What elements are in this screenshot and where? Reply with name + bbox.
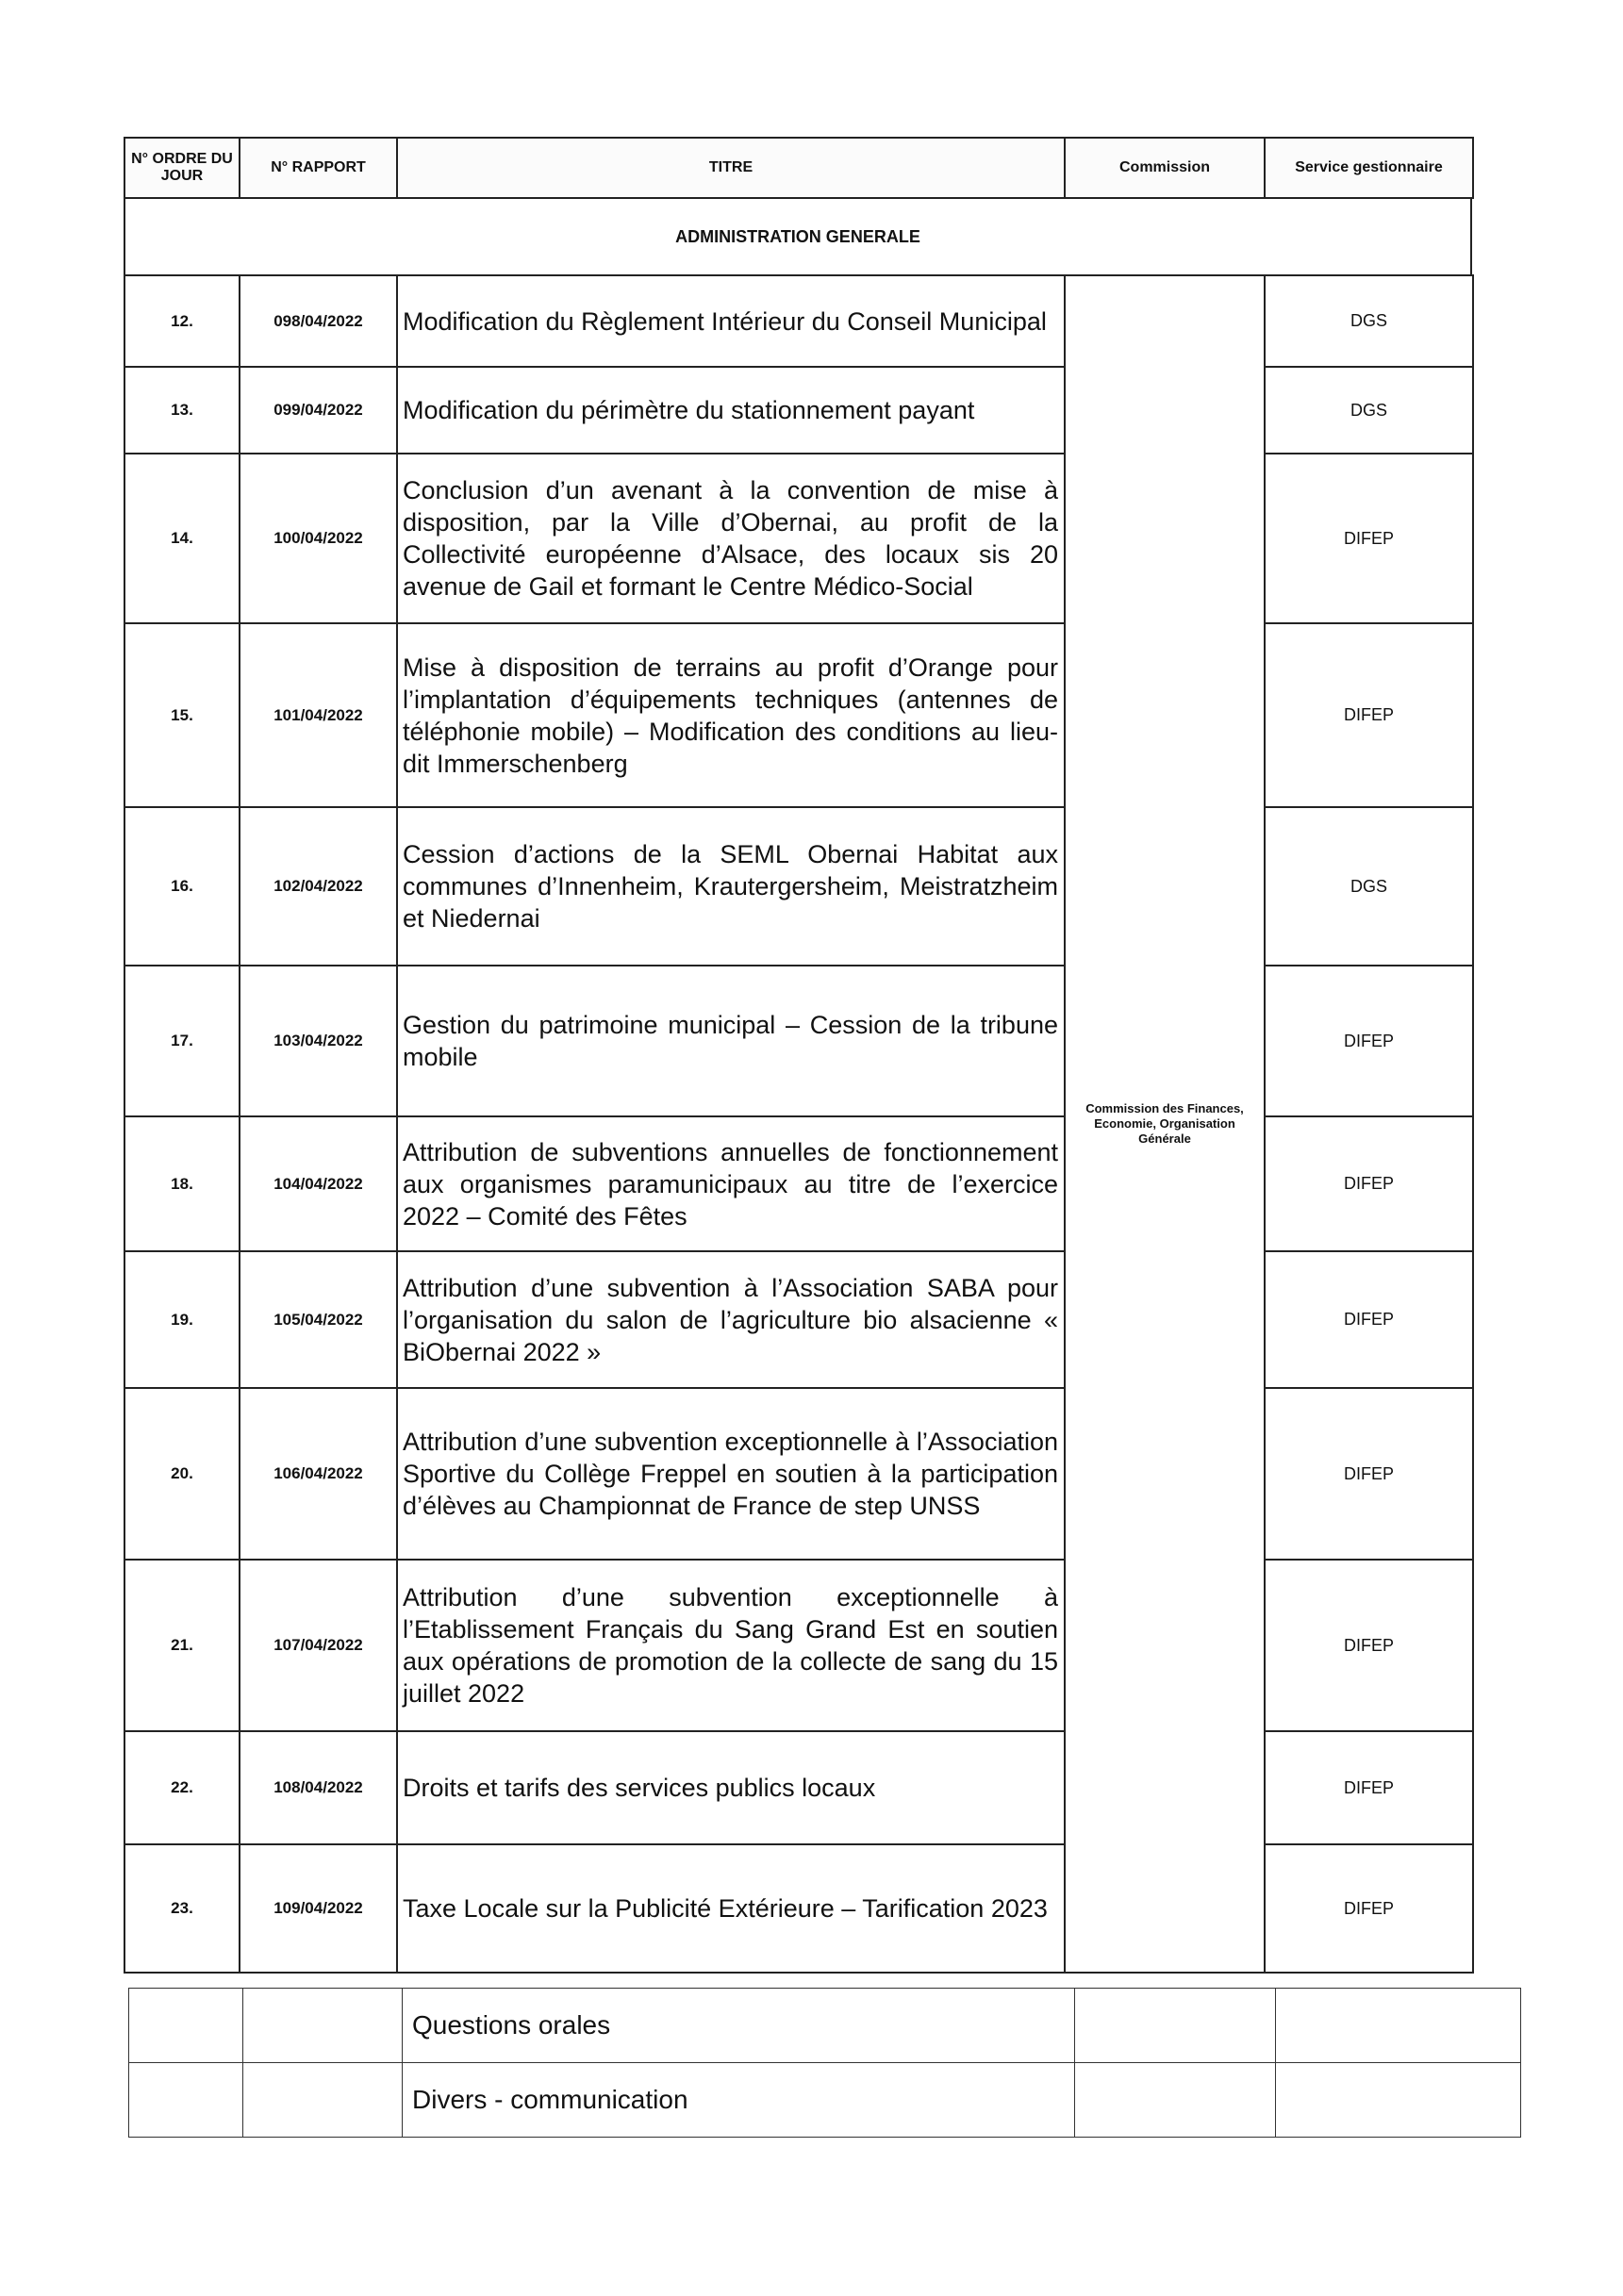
- service-cell: DIFEP: [1265, 623, 1473, 807]
- order-number: 21.: [124, 1560, 240, 1731]
- order-number: 16.: [124, 807, 240, 966]
- table-row: [124, 367, 1473, 454]
- report-title: Droits et tarifs des services publics locaux: [397, 1731, 1065, 1844]
- order-number: 20.: [124, 1388, 240, 1560]
- table-row: [124, 1251, 1473, 1388]
- report-title: Taxe Locale sur la Publicité Extérieure – Tarification 2023: [397, 1844, 1065, 1973]
- order-number: 13.: [124, 367, 240, 454]
- table-row: [124, 623, 1473, 807]
- order-number: 22.: [124, 1731, 240, 1844]
- report-number: 102/04/2022: [240, 807, 397, 966]
- service-cell: DGS: [1265, 275, 1473, 367]
- report-title: Modification du périmètre du stationnement payant: [397, 367, 1065, 454]
- table-row: [124, 807, 1473, 966]
- report-title: Attribution d’une subvention exceptionnelle à l’Association Sportive du Collège Freppel en soutien à la participation d’élèves au Championnat de France de step UNSS: [397, 1388, 1065, 1560]
- service-cell: DIFEP: [1265, 1388, 1473, 1560]
- footer-row-divers: [129, 2063, 1521, 2138]
- service-cell: DIFEP: [1265, 966, 1473, 1116]
- service-cell: DGS: [1265, 367, 1473, 454]
- service-cell: DIFEP: [1265, 1251, 1473, 1388]
- header-titre: TITRE: [397, 138, 1065, 198]
- report-title: Modification du Règlement Intérieur du Conseil Municipal: [397, 275, 1065, 367]
- service-cell: DIFEP: [1265, 1844, 1473, 1973]
- agenda-body: [124, 275, 1473, 1973]
- report-number: 098/04/2022: [240, 275, 397, 367]
- order-number: 23.: [124, 1844, 240, 1973]
- header-rapport: N° RAPPORT: [240, 138, 397, 198]
- footer-table: [128, 1988, 1521, 2138]
- order-number: 15.: [124, 623, 240, 807]
- table-header: [124, 137, 1474, 199]
- report-number: 099/04/2022: [240, 367, 397, 454]
- footer-row-questions: [129, 1989, 1521, 2063]
- header-service: Service gestionnaire: [1265, 138, 1473, 198]
- service-cell: DGS: [1265, 807, 1473, 966]
- order-number: 17.: [124, 966, 240, 1116]
- order-number: 19.: [124, 1251, 240, 1388]
- report-number: 106/04/2022: [240, 1388, 397, 1560]
- table-row: [124, 275, 1473, 367]
- header-commission: Commission: [1065, 138, 1265, 198]
- service-cell: DIFEP: [1265, 1560, 1473, 1731]
- report-number: 108/04/2022: [240, 1731, 397, 1844]
- report-title: Attribution d’une subvention à l’Association SABA pour l’organisation du salon de l’agriculture bio alsacienne « BiObernai 2022 »: [397, 1251, 1065, 1388]
- report-number: 109/04/2022: [240, 1844, 397, 1973]
- report-title: Gestion du patrimoine municipal – Cession de la tribune mobile: [397, 966, 1065, 1116]
- footer-divers: Divers - communication: [403, 2063, 1075, 2138]
- report-title: Attribution de subventions annuelles de fonctionnement aux organismes paramunicipaux au titre de l’exercice 2022 – Comité des Fêtes: [397, 1116, 1065, 1251]
- agenda-table: [124, 274, 1474, 1974]
- order-number: 12.: [124, 275, 240, 367]
- report-title: Mise à disposition de terrains au profit d’Orange pour l’implantation d’équipements techniques (antennes de téléphonie mobile) – Modification des conditions au lieu-dit Immerschenberg: [397, 623, 1065, 807]
- header-ordre: N° ORDRE DU JOUR: [124, 138, 240, 198]
- service-cell: DIFEP: [1265, 1731, 1473, 1844]
- commission-cell: Commission des Finances, Economie, Organisation Générale: [1065, 275, 1265, 1973]
- report-title: Attribution d’une subvention exceptionnelle à l’Etablissement Français du Sang Grand Est en soutien aux opérations de promotion de la collecte de sang du 15 juillet 2022: [397, 1560, 1065, 1731]
- table-row: [124, 1116, 1473, 1251]
- table-row: [124, 1388, 1473, 1560]
- report-title: Cession d’actions de la SEML Obernai Habitat aux communes d’Innenheim, Krautergersheim, Meistratzheim et Niedernai: [397, 807, 1065, 966]
- report-number: 104/04/2022: [240, 1116, 397, 1251]
- table-row: [124, 1560, 1473, 1731]
- table-row: [124, 1731, 1473, 1844]
- report-title: Conclusion d’un avenant à la convention de mise à disposition, par la Ville d’Obernai, au profit de la Collectivité européenne d’Alsace, des locaux sis 20 avenue de Gail et formant le Centre Médico-Social: [397, 454, 1065, 623]
- service-cell: DIFEP: [1265, 454, 1473, 623]
- footer-questions: Questions orales: [403, 1989, 1075, 2063]
- order-number: 18.: [124, 1116, 240, 1251]
- order-number: 14.: [124, 454, 240, 623]
- report-number: 107/04/2022: [240, 1560, 397, 1731]
- service-cell: DIFEP: [1265, 1116, 1473, 1251]
- report-number: 100/04/2022: [240, 454, 397, 623]
- table-row: [124, 1844, 1473, 1973]
- report-number: 103/04/2022: [240, 966, 397, 1116]
- section-title: ADMINISTRATION GENERALE: [124, 199, 1472, 276]
- table-row: [124, 966, 1473, 1116]
- report-number: 105/04/2022: [240, 1251, 397, 1388]
- table-row: [124, 454, 1473, 623]
- report-number: 101/04/2022: [240, 623, 397, 807]
